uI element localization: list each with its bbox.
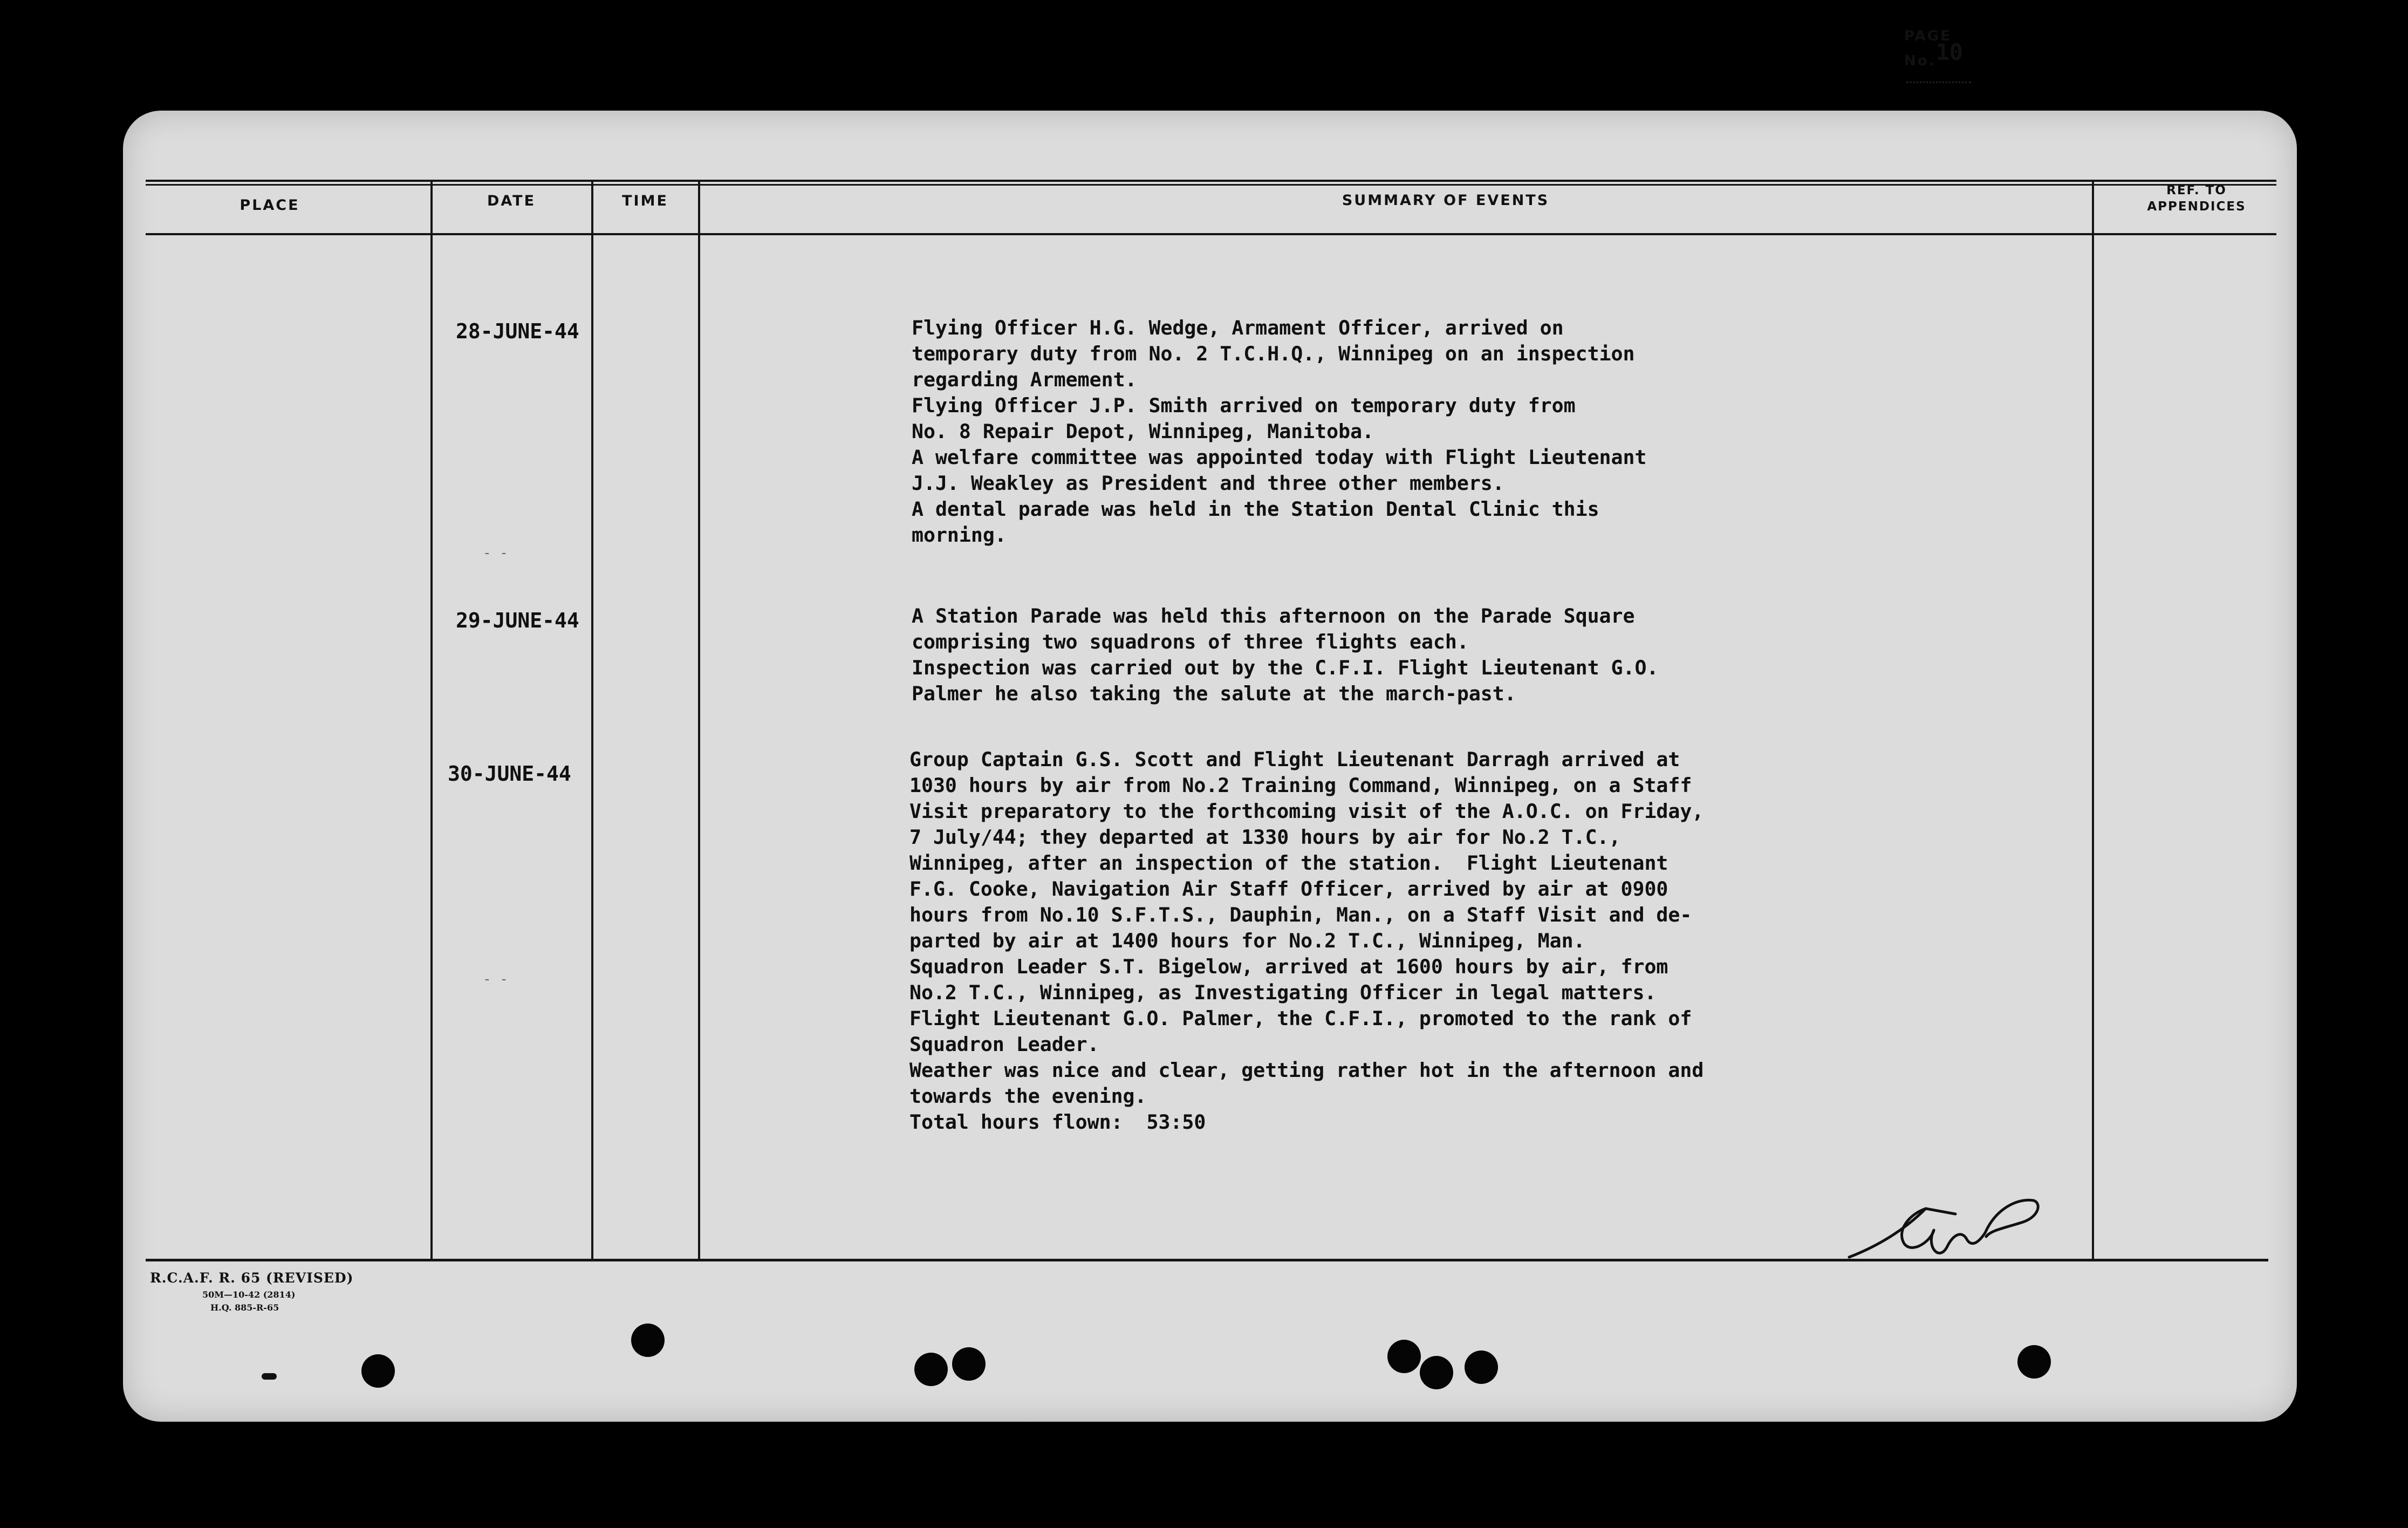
entry-text-1: Flying Officer H.G. Wedge, Armament Officer, arrived on temporary duty from No. 2 T.C.H.Q., Winnipeg on an inspection regarding Armement. Flying Officer J.P. Smith arrived on temporary duty from No. 8 Repair Depot, Winnipeg, Manitoba. A welfare committee was appointed today with Flight Lieutenant J.J. Weakley as President and three other members. A dental parade was held in the Station Dental Clinic this morning.: [912, 316, 1647, 547]
page-number-dots: [1906, 81, 1971, 83]
signature-initials: [1845, 1176, 2050, 1273]
column-divider-date-time: [591, 181, 593, 1260]
binder-hole: [2017, 1345, 2051, 1379]
entry-date-3: 30-JUNE-44: [448, 762, 571, 786]
column-header-time: TIME: [622, 193, 668, 209]
form-hq-reference: H.Q. 885-R-65: [210, 1302, 279, 1313]
column-header-ref-line1: REF. TO: [2166, 183, 2227, 197]
table-top-rule: [146, 180, 2276, 182]
ink-mark: [262, 1373, 277, 1380]
entry-text-3: Group Captain G.S. Scott and Flight Lieutenant Darragh arrived at 1030 hours by air from No.2 Training Command, Winnipeg, on a Staff Visit preparatory to the forthcoming visit of the A.O.C. on Friday, 7 July/44; they departed at 1330 hours by air for No.2 T.C., Winnipeg, after an inspection of the station. Flight Lieutenant F.G. Cooke, Navigation Air Staff Officer, arrived by air at 0900 hours from No.10 S.F.T.S., Dauphin, Man., on a Staff Visit and de- parted by air at 1400 hours for No.2 T.C., Winnipeg, Man. Squadron Leader S.T. Bigelow, arrived at 1600 hours by air, from No.2 T.C., Winnipeg, as Investigating Officer in legal matters. Flight Lieutenant G.O. Palmer, the C.F.I., promoted to the rank of Squadron Leader. Weather was nice and clear, getting rather hot in the afternoon and towards the evening. Total hours flown: 53:50: [909, 748, 1704, 1134]
entry-date-2: 29-JUNE-44: [456, 609, 579, 632]
binder-hole: [361, 1354, 395, 1388]
header-bottom-rule: [146, 233, 2276, 235]
page-number: [1904, 28, 2012, 87]
column-header-date: DATE: [487, 193, 536, 209]
column-divider-summary-ref: [2092, 181, 2094, 1260]
binder-hole: [1387, 1340, 1421, 1373]
binder-hole: [952, 1347, 986, 1381]
column-divider-time-summary: [698, 181, 700, 1260]
column-header-ref-line2: APPENDICES: [2147, 200, 2246, 214]
binder-hole: [914, 1353, 948, 1386]
table-top-rule-inner: [146, 184, 2276, 186]
form-print-code: 50M—10-42 (2814): [202, 1290, 296, 1300]
binder-hole: [1465, 1350, 1498, 1384]
faint-mark: - -: [483, 971, 508, 987]
entry-date-1: 28-JUNE-44: [456, 319, 579, 343]
column-header-place: PLACE: [240, 197, 300, 214]
binder-hole: [1420, 1356, 1453, 1389]
page-number-label: PAGE No.: [1904, 28, 1952, 69]
page-number-value: 10: [1935, 39, 1964, 65]
column-divider-place-date: [430, 181, 433, 1260]
entry-text-2: A Station Parade was held this afternoon on the Parade Square comprising two squadrons of three flights each. Inspection was carried out by the C.F.I. Flight Lieutenant G.O. Palmer he also taking the salute at the march-past.: [912, 604, 1659, 705]
binder-hole: [631, 1324, 665, 1357]
form-number: R.C.A.F. R. 65 (REVISED): [150, 1270, 354, 1286]
column-header-summary: SUMMARY OF EVENTS: [1342, 192, 1550, 209]
faint-mark: - -: [483, 545, 508, 561]
